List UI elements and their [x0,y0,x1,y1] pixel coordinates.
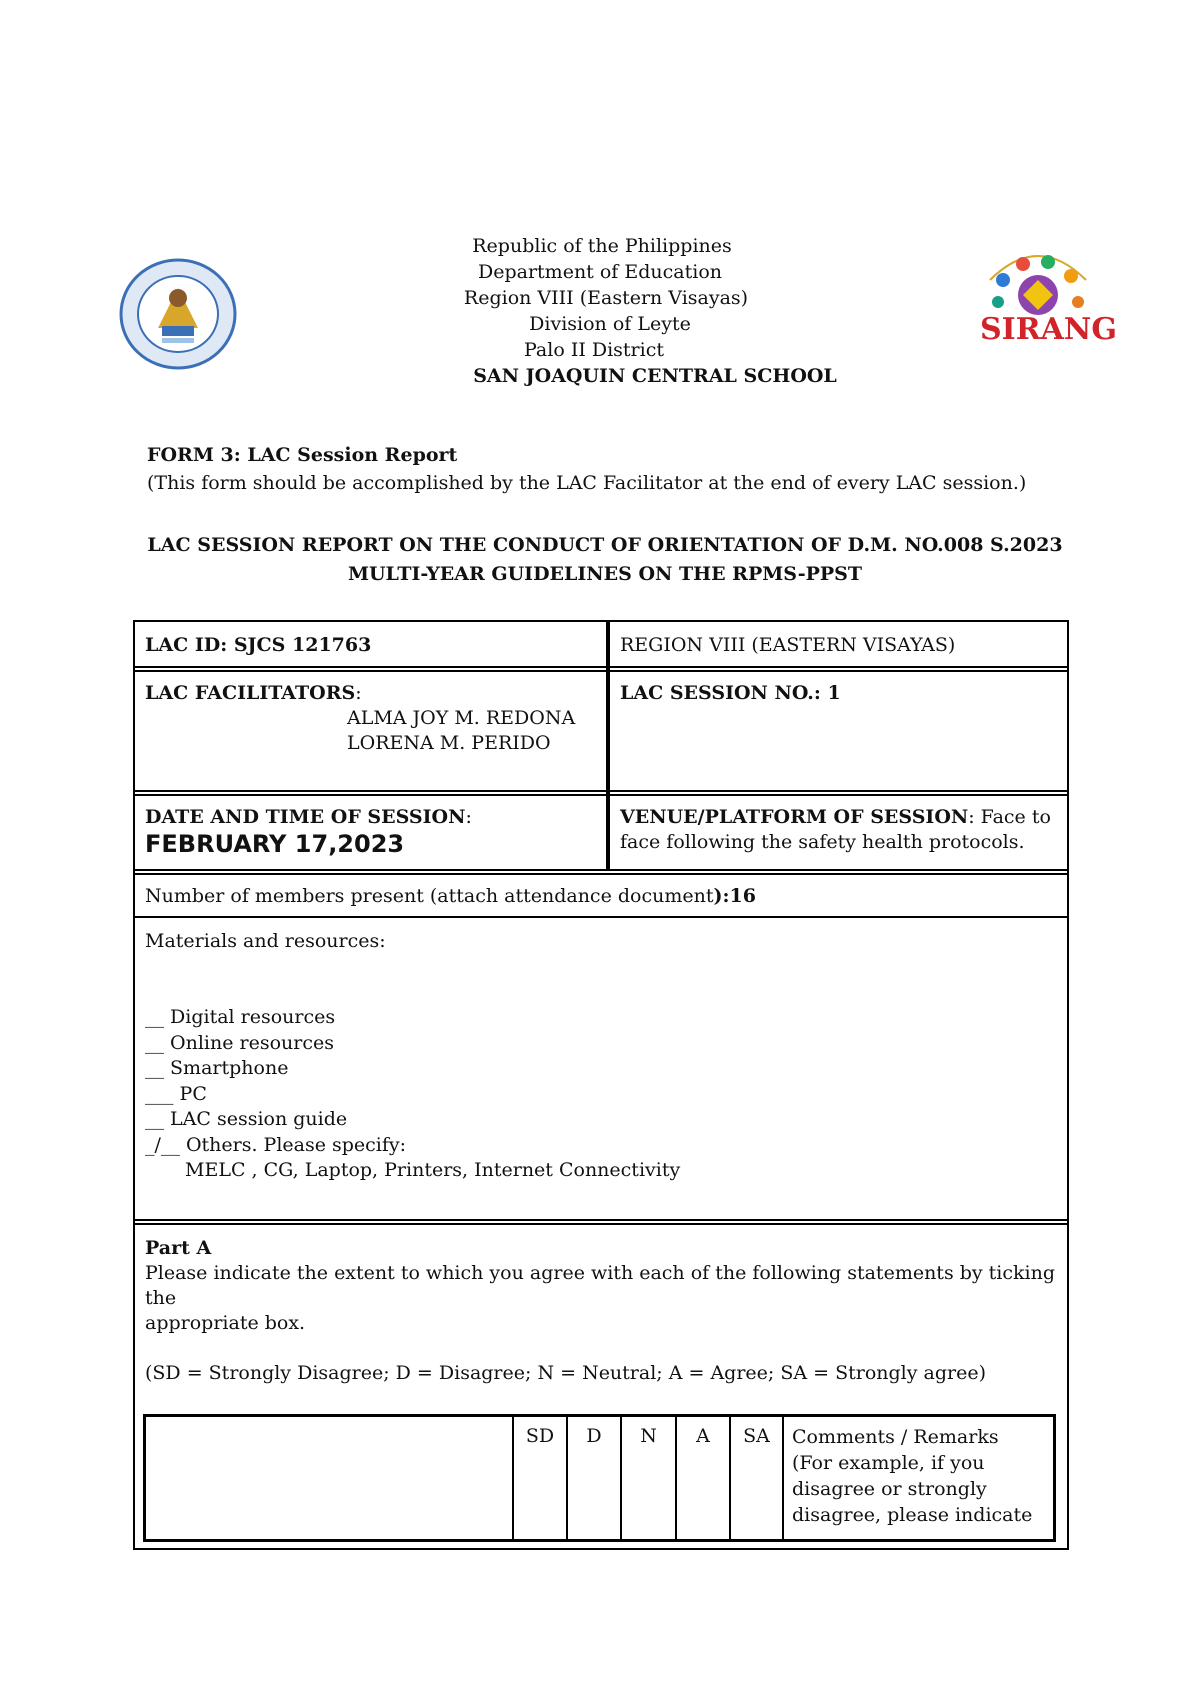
materials-item: __ Online resources [145,1031,334,1054]
facilitator-name: LORENA M. PERIDO [347,732,551,754]
members-label: Number of members present (attach attendance document [145,885,714,907]
sirang-brand-text: SIRANG [980,312,1117,347]
materials-item: __ LAC session guide [145,1108,348,1130]
facilitator-name: ALMA JOY M. REDONA [347,707,576,729]
comments-header-line: disagree or strongly [792,1478,987,1500]
region-cell [610,622,1065,669]
table-row-divider [133,1219,1069,1221]
session-no-value: 1 [820,682,841,704]
comments-header-line: (For example, if you [792,1452,985,1474]
report-title-line2: MULTI-YEAR GUIDELINES ON THE RPMS-PPST [347,563,863,585]
form-title: FORM 3: LAC Session Report [147,444,458,466]
header-line-division: Division of Leyte [529,313,691,335]
school-name: SAN JOAQUIN CENTRAL SCHOOL [473,365,837,387]
part-a-label: Part A [145,1237,212,1259]
date-label: DATE AND TIME OF SESSION [145,806,466,828]
part-a-cell [135,1225,1065,1397]
header-line-district: Palo II District [524,339,664,361]
venue-value-line1: : Face to [968,806,1051,828]
date-value: FEBRUARY 17,2023 [145,830,405,858]
session-no-cell [610,670,1065,717]
date-cell [135,794,605,869]
report-title-line1: LAC SESSION REPORT ON THE CONDUCT OF ORIENTATION OF D.M. NO.008 S.2023 [147,534,1063,556]
facilitators-cell [135,670,605,767]
rating-col-divider [782,1414,784,1542]
session-no-label: LAC SESSION NO.: [620,682,821,704]
materials-label: Materials and resources: [145,930,386,952]
venue-value-line2: face following the safety health protocols. [620,831,1025,853]
facilitators-colon: : [355,682,362,704]
header-line-deped: Department of Education [478,261,722,283]
rating-header-d: D [586,1425,602,1447]
rating-header-sd: SD [525,1425,555,1447]
part-a-instruction: Please indicate the extent to which you agree with each of the following statements by ticking the [145,1262,1056,1309]
rating-header-sa: SA [743,1425,770,1447]
facilitators-label: LAC FACILITATORS [145,682,356,704]
scale-legend: (SD = Strongly Disagree; D = Disagree; N = Neutral; A = Agree; SA = Strongly agree) [145,1362,986,1384]
materials-item: __ Digital resources [145,1006,336,1028]
lac-id-cell [135,622,605,669]
rating-header-a: A [696,1425,710,1447]
table-row-divider [133,869,1069,871]
comments-header-line: Comments / Remarks [792,1426,999,1448]
table-row-divider [133,790,1069,792]
members-cell [135,873,1065,920]
header-line-republic: Republic of the Philippines [472,235,732,257]
part-a-instruction: appropriate box. [145,1312,306,1334]
comments-header-line: disagree, please indicate [792,1504,1033,1526]
materials-item: _/__ Others. Please specify: [145,1133,407,1156]
materials-item: ___ PC [145,1082,207,1105]
header-line-region: Region VIII (Eastern Visayas) [463,287,749,309]
comments-header [792,1424,1047,1528]
materials-item: __ Smartphone [145,1057,289,1079]
materials-specify: MELC , CG, Laptop, Printers, Internet Connectivity [185,1159,681,1181]
rating-header-n: N [640,1425,657,1447]
materials-cell [135,918,1065,1195]
venue-cell [610,794,1068,866]
lac-id-value: : SJCS 121763 [220,634,372,656]
form-note: (This form should be accomplished by the LAC Facilitator at the end of every LAC session.) [147,472,1027,494]
members-value: ):16 [713,885,756,907]
lac-id-label: LAC ID [145,634,221,656]
date-colon: : [465,806,472,828]
region-value: REGION VIII (EASTERN VISAYAS) [620,634,956,656]
venue-label: VENUE/PLATFORM OF SESSION [620,806,969,828]
